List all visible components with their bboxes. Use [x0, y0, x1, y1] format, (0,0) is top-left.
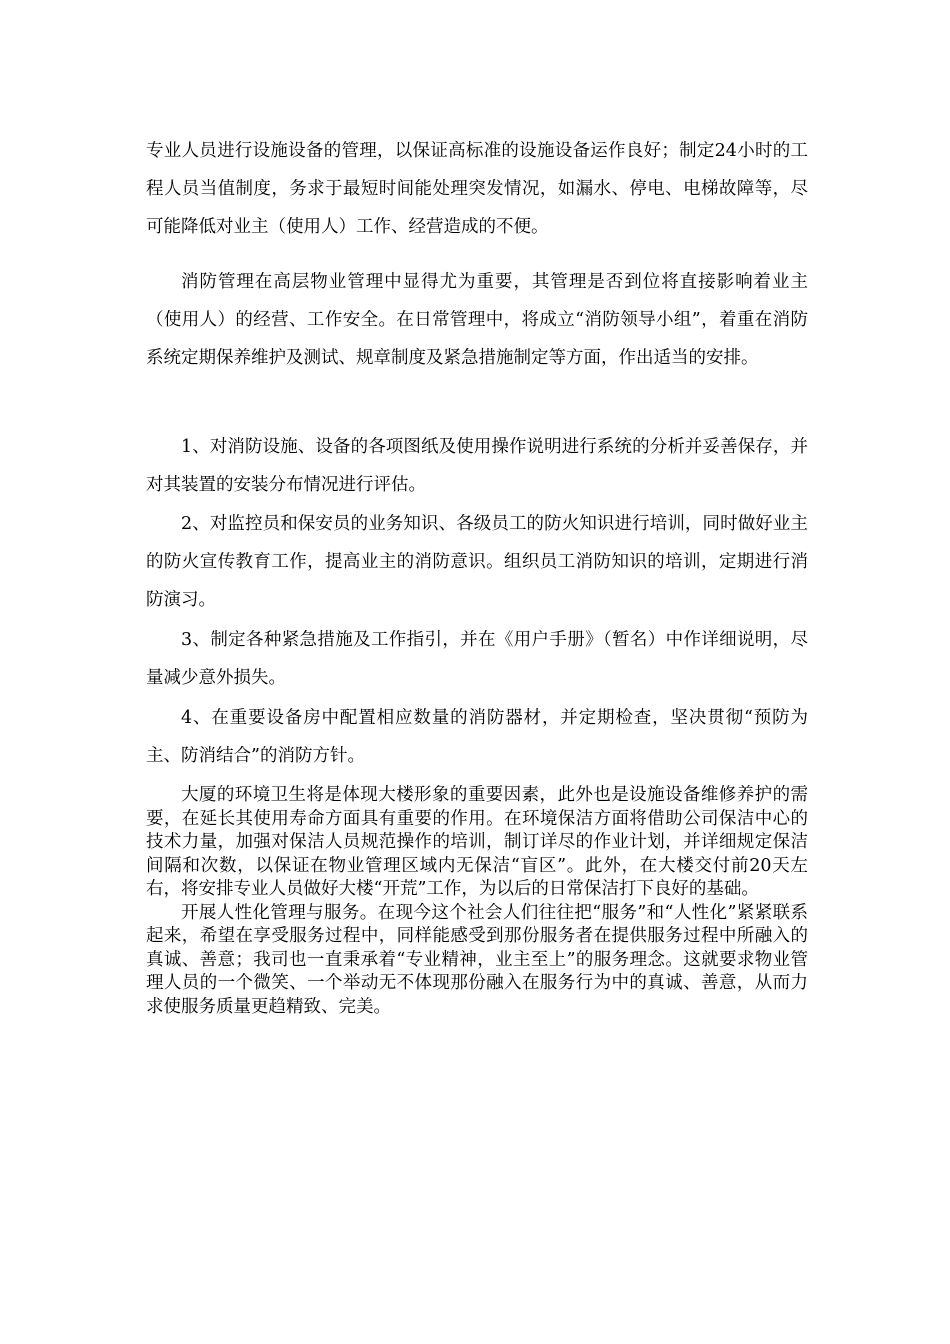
text-block-fire-item-4	[146, 699, 808, 775]
paragraph-fire-item-3: 3、制定各种紧急措施及工作指引，并在《用户手册》（暂名）中作详细说明，尽量减少意外损失。	[146, 630, 808, 688]
text-block-fire-item-1	[146, 428, 808, 504]
text-block-fire-item-3	[146, 621, 808, 697]
text-block-environment-service	[146, 784, 808, 1019]
paragraph-engineering: 专业人员进行设施设备的管理，以保证高标准的设施设备运作良好；制定24小时的工程人员当值制度，务求于最短时间能处理突发情况，如漏水、停电、电梯故障等，尽可能降低对业主（使用人）工作、经营造成的不便。	[146, 141, 808, 237]
text-block-fire-item-2	[146, 505, 808, 619]
paragraph-fire-item-2: 2、对监控员和保安员的业务知识、各级员工的防火知识进行培训，同时做好业主的防火宣传教育工作，提高业主的消防意识。组织员工消防知识的培训，定期进行消防演习。	[146, 514, 808, 610]
paragraph-humanized-service: 开展人性化管理与服务。在现今这个社会人们往往把“服务”和“人性化”紧紧联系起来，希望在享受服务过程中，同样能感受到那份服务者在提供服务过程中所融入的真诚、善意；我司也一直秉承着“专业精神，业主至上”的服务理念。这就要求物业管理人员的一个微笑、一个举动无不体现那份融入在服务行为中的真诚、善意，从而力求使服务质量更趋精致、完美。	[146, 902, 808, 1017]
text-block-engineering	[146, 132, 808, 246]
paragraph-environment: 大厦的环境卫生将是体现大楼形象的重要因素，此外也是设施设备维修养护的需要，在延长其使用寿命方面具有重要的作用。在环境保洁方面将借助公司保洁中心的技术力量，加强对保洁人员规范操作的培训，制订详尽的作业计划，并详细规定保洁间隔和次数，以保证在物业管理区域内无保洁“盲区”。此外，在大楼交付前20天左右，将安排专业人员做好大楼“开荒”工作，为以后的日常保洁打下良好的基础。	[146, 785, 808, 899]
text-block-fire-management	[146, 263, 808, 377]
paragraph-fire-item-1: 1、对消防设施、设备的各项图纸及使用操作说明进行系统的分析并妥善保存，并对其装置的安装分布情况进行评估。	[146, 437, 808, 495]
paragraph-fire-item-4: 4、在重要设备房中配置相应数量的消防器材，并定期检查，坚决贯彻“预防为主、防消结合”的消防方针。	[146, 708, 808, 766]
paragraph-fire-management: 消防管理在高层物业管理中显得尤为重要，其管理是否到位将直接影响着业主（使用人）的经营、工作安全。在日常管理中，将成立“消防领导小组”，着重在消防系统定期保养维护及测试、规章制度及紧急措施制定等方面，作出适当的安排。	[146, 272, 808, 368]
